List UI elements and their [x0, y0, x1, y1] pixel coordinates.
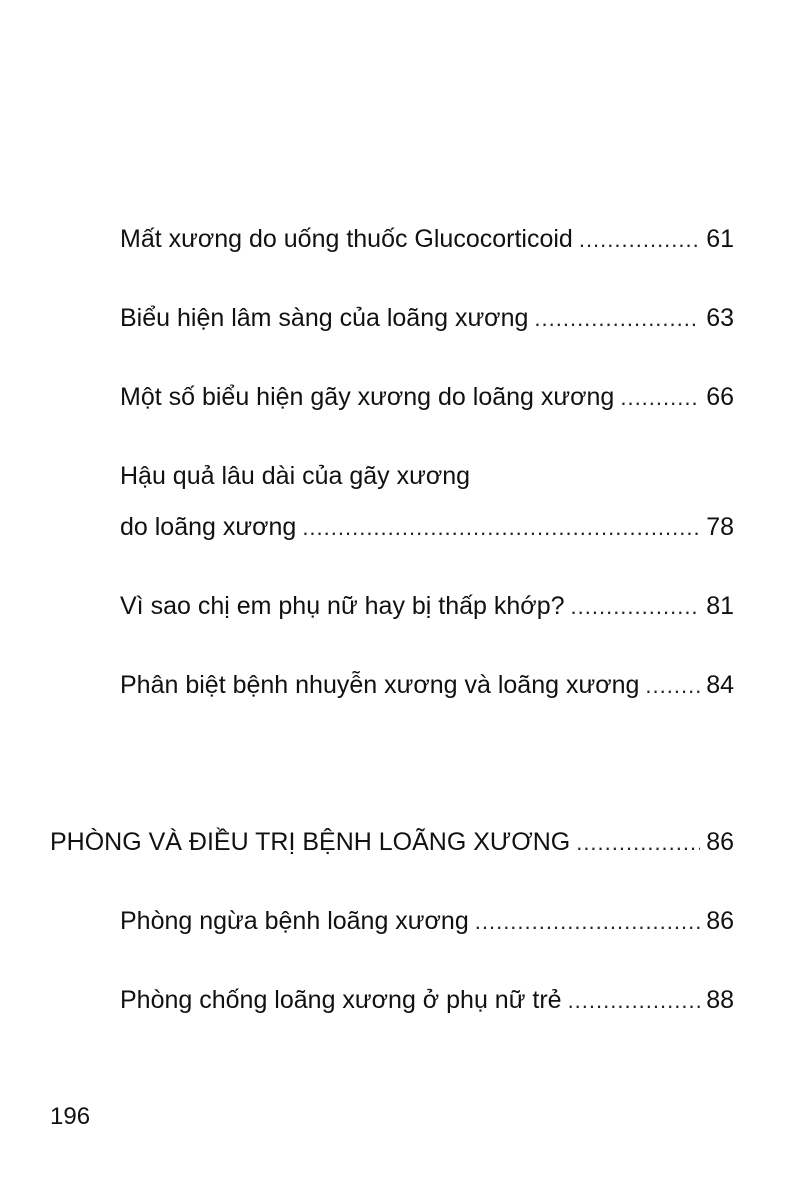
toc-leader-dots [576, 828, 700, 858]
toc-entry-title: Vì sao chị em phụ nữ hay bị thấp khớp? [120, 592, 565, 620]
toc-section-heading [50, 827, 734, 858]
toc-leader-dots [579, 225, 700, 255]
toc-entry-title: Phòng ngừa bệnh loãng xương [120, 907, 469, 935]
toc-entry [120, 906, 734, 937]
toc-entry [120, 670, 734, 701]
toc-entry-page: 88 [706, 986, 734, 1014]
toc-leader-dots [571, 592, 701, 622]
toc-entry [120, 985, 734, 1016]
toc-leader-dots [568, 986, 701, 1016]
toc-leader-dots [534, 304, 700, 334]
toc-entry [120, 382, 734, 413]
toc-leader-dots [620, 383, 700, 413]
toc-section-title: PHÒNG VÀ ĐIỀU TRỊ BỆNH LOÃNG XƯƠNG [50, 828, 571, 856]
toc-entry-title: Biểu hiện lâm sàng của loãng xương [120, 304, 529, 332]
page-number: 196 [50, 1103, 91, 1130]
toc-entry-page: 63 [706, 304, 734, 332]
toc-section-page: 86 [706, 828, 734, 856]
toc-leader-dots [302, 513, 700, 543]
toc-entry-page: 61 [706, 225, 734, 253]
toc-entry-title: Mất xương do uống thuốc Glucocorticoid [120, 225, 573, 253]
toc-entry [120, 303, 734, 334]
toc-entry-page: 78 [706, 513, 734, 541]
toc-entry-title: Phân biệt bệnh nhuyễn xương và loãng xương [120, 671, 640, 699]
toc-entry-title: Phòng chống loãng xương ở phụ nữ trẻ [120, 986, 562, 1014]
toc-entry-page: 81 [706, 592, 734, 620]
toc-entry [120, 591, 734, 622]
toc-entry-title: do loãng xương [120, 513, 297, 541]
toc-entry-page: 66 [706, 383, 734, 411]
toc-entry [120, 512, 734, 543]
toc-entry [120, 224, 734, 255]
toc-leader-dots [475, 907, 700, 937]
toc-entry-page: 84 [706, 671, 734, 699]
toc-entry-title-line1: Hậu quả lâu dài của gãy xương [120, 462, 471, 490]
toc-leader-dots [645, 671, 700, 701]
toc-entry-page: 86 [706, 907, 734, 935]
toc-entry-title: Một số biểu hiện gãy xương do loãng xương [120, 383, 615, 411]
